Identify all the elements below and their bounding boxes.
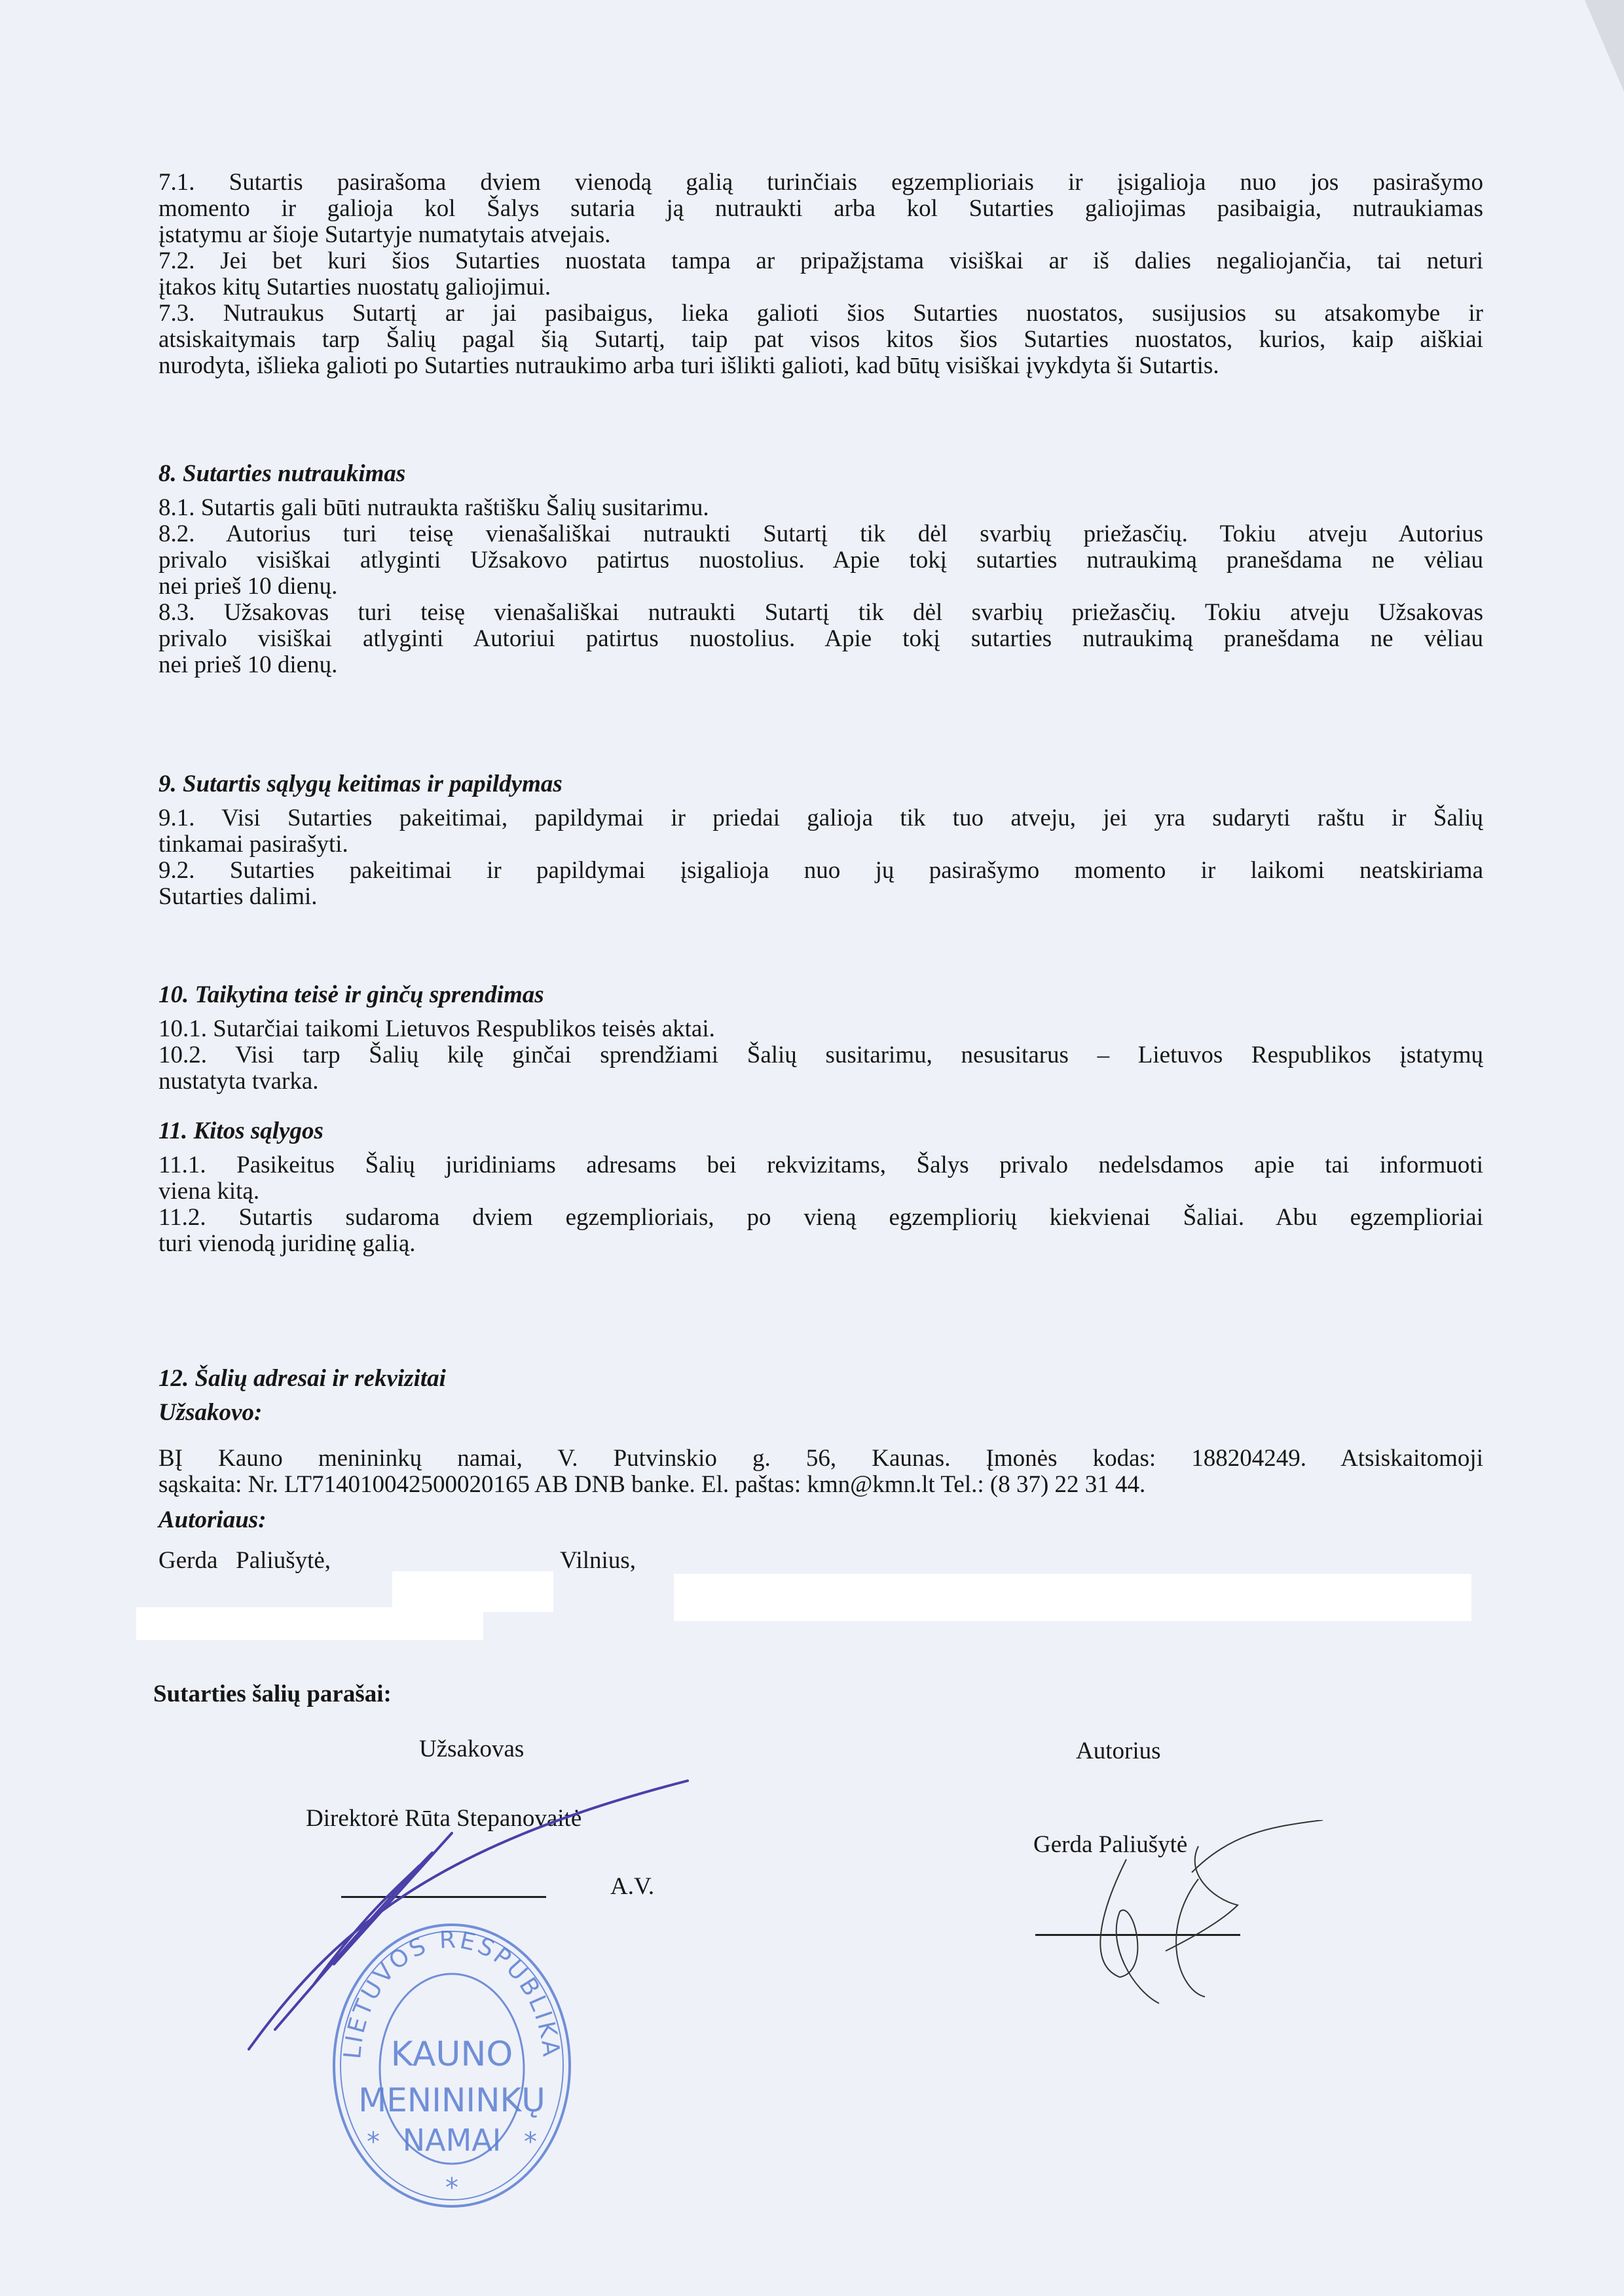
customer-signer: Direktorė Rūta Stepanovaitė <box>306 1805 582 1832</box>
clause-line: nei prieš 10 dienų. <box>158 651 338 678</box>
clause-line: 10.1. Sutarčiai taikomi Lietuvos Respublikos teisės aktai. <box>158 1015 715 1042</box>
author-role: Autorius <box>1076 1738 1161 1764</box>
clause-line: 7.2. Jei bet kuri šios Sutarties nuostata tampa ar pripažįstama visiškai ar iš dalies negaliojančia, tai neturi <box>158 247 1483 274</box>
clause <box>158 1042 1483 1095</box>
section-s7 <box>158 170 1483 379</box>
customer-details-line: BĮ Kauno menininkų namai, V. Putvinskio g. 56, Kaunas. Įmonės kodas: 188204249. Atsiskaitomoji <box>158 1445 1483 1472</box>
clause <box>158 248 1483 301</box>
section-heading: 8. Sutarties nutraukimas <box>158 460 406 487</box>
clause-line: privalo visiškai atlyginti Autoriui patirtus nuostolius. Apie tokį sutarties nutraukimą pranešdama ne vėliau <box>158 625 1483 652</box>
clause-line: nustatyta tvarka. <box>158 1068 319 1095</box>
clause-line: atsiskaitymais tarp Šalių pagal šią Sutartį, taip pat visos kitos šios Sutarties nuostatos, kurios, kaip aiškiai <box>158 326 1483 353</box>
clause-line: 8.2. Autorius turi teisę vienašališkai nutraukti Sutartį tik dėl svarbių priežasčių. Tokiu atveju Autorius <box>158 520 1483 547</box>
section-requisites <box>158 1366 1483 1574</box>
clause-line: 8.3. Užsakovas turi teisę vienašališkai nutraukti Sutartį tik dėl svarbių priežasčių. Tokiu atveju Užsakovas <box>158 599 1483 626</box>
clause-line: 10.2. Visi tarp Šalių kilę ginčai sprendžiami Šalių susitarimu, nesusitarus – Lietuvos Respublikos įstatymų <box>158 1042 1483 1068</box>
clause <box>158 495 1483 521</box>
asterisk-icon: * <box>445 2173 458 2203</box>
clause-line: 11.2. Sutartis sudaroma dviem egzemplioriais, po vieną egzempliorių kiekvienai Šaliai. Abu egzemplioriai <box>158 1204 1483 1231</box>
redaction-box <box>136 1607 483 1640</box>
section-s10 <box>158 982 1483 1095</box>
clause <box>158 521 1483 600</box>
clause <box>158 170 1483 248</box>
page-corner-shadow <box>1585 0 1624 92</box>
clause-line: nurodyta, išlieka galioti po Sutarties nutraukimo arba turi išlikti galioti, kad būtų visiškai įvykdyta ši Sutartis. <box>158 352 1219 379</box>
clause <box>158 858 1483 910</box>
asterisk-icon: * <box>524 2127 537 2157</box>
clause <box>158 600 1483 678</box>
clause-line: privalo visiškai atlyginti Užsakovo patirtus nuostolius. Apie tokį sutarties nutraukimą pranešdama ne vėliau <box>158 547 1483 574</box>
clause-line: 11.1. Pasikeitus Šalių juridiniams adresams bei rekvizitams, Šalys privalo nedelsdamos apie tai informuoti <box>158 1152 1483 1178</box>
stamp-ring-text: LIETUVOS RESPUBLIKA <box>339 1926 565 2060</box>
clause <box>158 301 1483 379</box>
section-heading: 9. Sutartis sąlygų keitimas ir papildymas <box>158 771 563 797</box>
clause-line: Sutarties dalimi. <box>158 883 318 910</box>
signatures-heading: Sutarties šalių parašai: <box>153 1681 392 1707</box>
clause-line: viena kitą. <box>158 1178 260 1205</box>
clause-line: įtakos kitų Sutarties nuostatų galiojimui. <box>158 274 551 301</box>
clause <box>158 1016 1483 1042</box>
customer-label: Užsakovo: <box>158 1399 263 1426</box>
clause <box>158 1152 1483 1205</box>
clause-line: 8.1. Sutartis gali būti nutraukta raštišku Šalių susitarimu. <box>158 494 709 521</box>
author-label: Autoriaus: <box>158 1506 267 1533</box>
clause <box>158 805 1483 858</box>
asterisk-icon: * <box>367 2127 380 2157</box>
stamp-line1: KAUNO <box>390 2035 513 2074</box>
clause <box>158 1205 1483 1257</box>
section-heading: 12. Šalių adresai ir rekvizitai <box>158 1365 446 1392</box>
clause-line: 7.3. Nutraukus Sutartį ar jai pasibaigus, lieka galioti šios Sutarties nuostatos, susijusios su atsakomybe ir <box>158 300 1483 327</box>
author-city: Vilnius, <box>560 1547 636 1574</box>
customer-details-line: sąskaita: Nr. LT714010042500020165 AB DNB banke. El. paštas: kmn@kmn.lt Tel.: (8 37) 22 31 44. <box>158 1471 1146 1498</box>
clause-line: tinkamai pasirašyti. <box>158 831 348 858</box>
stamp-line2: MENININKŲ <box>358 2081 545 2119</box>
customer-handwritten-signature <box>236 1768 707 2056</box>
author-signer: Gerda Paliušytė <box>1033 1831 1188 1858</box>
clause-line: 7.1. Sutartis pasirašoma dviem vienodą galią turinčiais egzemplioriais ir įsigalioja nuo jos pasirašymo <box>158 169 1483 196</box>
clause-line: turi vienodą juridinę galią. <box>158 1230 416 1257</box>
stamp-line3: NAMAI <box>402 2123 502 2158</box>
section-s8 <box>158 461 1483 678</box>
section-heading: 10. Taikytina teisė ir ginčų sprendimas <box>158 981 544 1008</box>
section-heading: 11. Kitos sąlygos <box>158 1118 323 1144</box>
author-name: Gerda Paliušytė, <box>158 1547 331 1574</box>
redaction-box <box>392 1571 553 1612</box>
section-s9 <box>158 771 1483 910</box>
clause-line: įstatymu ar šioje Sutartyje numatytais atvejais. <box>158 221 611 248</box>
clause-line: momento ir galioja kol Šalys sutaria ją nutraukti arba kol Sutarties galiojimas pasibaigia, nutraukiamas <box>158 195 1483 222</box>
clause-line: 9.2. Sutarties pakeitimai ir papildymai įsigalioja nuo jų pasirašymo momento ir laikomi neatskiriama <box>158 857 1483 884</box>
clause-line: nei prieš 10 dienų. <box>158 573 338 600</box>
redaction-box <box>674 1574 1471 1621</box>
customer-role: Užsakovas <box>419 1736 525 1762</box>
clause-line: 9.1. Visi Sutarties pakeitimai, papildymai ir priedai galioja tik tuo atveju, jei yra sudaryti raštu ir Šalių <box>158 805 1483 831</box>
author-handwritten-signature <box>1061 1820 1336 2016</box>
seal-mark: A.V. <box>610 1873 655 1900</box>
section-s11 <box>158 1118 1483 1257</box>
